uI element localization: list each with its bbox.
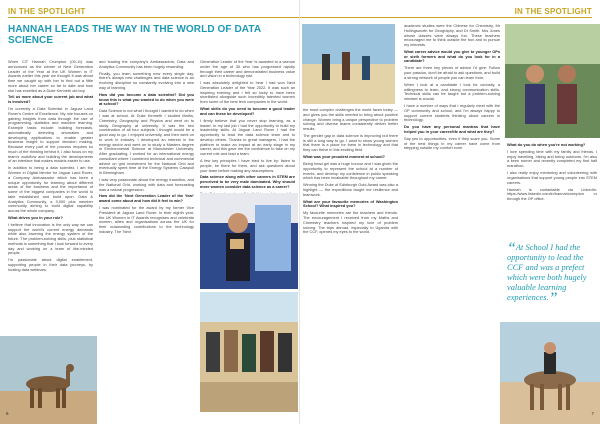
article-question: What was your proudest moment at school? bbox=[303, 154, 385, 160]
article-question: What do you do when you're not working? bbox=[507, 142, 586, 147]
article-question: Data science along with other careers in STEM are perceived to be very male dominated. Why should more women consider data science as a career? bbox=[200, 174, 295, 189]
page-number-right: 7 bbox=[591, 411, 594, 416]
article-paragraph: Winning the Duke of Edinburgh Gold Award was also a highlight — the expeditions taught me resilience and teamwork. bbox=[303, 182, 398, 197]
article-paragraph: Hannah is contactable via LinkedIn: https://www.linkedin.com/in/hannahcrompton or through the OP office. bbox=[507, 186, 597, 202]
section-header-right: IN THE SPOTLIGHT bbox=[514, 7, 592, 16]
article-question: Do you have any personal mantras that have helped you in your career/life and what are they? bbox=[404, 124, 500, 134]
article-paragraph: I'm currently a Data Scientist in Jaguar Land Rover's Centre of Excellence. My role focuses on gaining insights from data through the use of programming, statistics and machine learning. Example tasks include: building forecasts, automatically detecting anomalies and developing applications to enable greater business insight to support decision making. Because every part of the process requires so much of the thinking behind it, I also focus on my team's workflow and building the developments of an interface that makes models easier to use. bbox=[8, 106, 93, 164]
article-paragraph: Say yes to opportunities, even if they scare you. Some of the best things in my career have come from stepping outside my comfort zone. bbox=[404, 135, 500, 151]
photo-award-conference bbox=[200, 193, 298, 289]
right-page bbox=[300, 0, 600, 424]
page-number-left: 6 bbox=[6, 411, 9, 416]
photo-outdoor-group bbox=[200, 292, 298, 412]
column-3 bbox=[200, 60, 295, 190]
header-rule-left bbox=[8, 17, 300, 18]
pull-quote bbox=[507, 240, 597, 307]
article-paragraph: I believe that innovation is the only way we can support the world's current energy demands while also lowering the energy system of the future. The problem-solving skills, plus statistical methods is something that I look forward to every day and working on a team of like-minded people. bbox=[8, 221, 93, 256]
article-paragraph: Data Science is not what I thought I wanted to do when I was at school. At Duke Kenneth I studied Maths, Chemistry, Geography and Physics and went on to study Geography at university. It was the two combination of all four subjects I thought would be a good way to go. I enjoyed university, and then went on to work in industry. I developed an interest in the energy sector and went on to study a Masters degree in Environmental Science at Manchester University. After graduating, I worked for an international energy consultant where I combined technical and commercial advice on grid investment for the National Grid and eventually spent time at the Energy Systems Catapult in Birmingham. bbox=[99, 108, 194, 176]
article-paragraph: My favourite memories are the teachers and friends. The encouragement I received from my Maths and Chemistry teachers inspired my love of problem solving. The trips abroad, especially to Uganda with the CCF, opened my eyes to the world. bbox=[303, 210, 398, 235]
header-in-the: IN THE bbox=[8, 7, 36, 16]
article-paragraph: Generation Leader of the Year' is awarded to a woman under the age of 30 who has progressed rapidly through their career and demonstrated business value and vision in a technology role. bbox=[200, 59, 295, 79]
header-spotlight: SPOTLIGHT bbox=[37, 7, 86, 16]
header-rule-right bbox=[300, 17, 592, 18]
article-paragraph: I also really enjoy mentoring and volunteering with organisations that support young people into STEM careers. bbox=[507, 170, 597, 185]
article-paragraph: When CIT Hannah Crompton (09-11) was announced as the winner of Next Generation Leader of the Year at the UK Women in IT Awards earlier this year we thought it was about time we caught up with her to find out a little more about her career so far to date and how she has excelled as a Duke Kenneth old boy. bbox=[8, 59, 93, 93]
article-question: Tell us more about your current job and what is involved? bbox=[8, 94, 93, 105]
quote-mark-close-icon: ” bbox=[548, 290, 558, 307]
article-paragraph: Finally, you learn something new every single day, there's always new challenges and data science is an evolving discipline so constantly evolving into a new way of learning. bbox=[99, 70, 194, 90]
article-paragraph: academic studies were the Chinese for Chemistry, Mr Hollingsworth for Geography, and Dr Smith. Mrs Jones whose classes were always fun. These teachers encouraged me to think outside the box and to pursue my interests. bbox=[404, 23, 500, 47]
article-paragraph: I was very passionate about the energy transition, and the National Grid, working with data and forecasting was a natural progression. bbox=[99, 177, 194, 192]
article-paragraph: I love spending time with my family and friends. I enjoy travelling, hiking and being outdoors. I'm also a keen runner and recently completed my first half marathon. bbox=[507, 148, 597, 169]
photo-camel-ride bbox=[500, 322, 600, 424]
article-paragraph: I have a number of ways that I regularly meet with the OP community and school, and I'm always happy to support current students thinking about careers in technology. bbox=[404, 103, 500, 123]
article-question: What drives you in your role? bbox=[8, 215, 63, 220]
article-paragraph: and leading the company's Ambassadors, Data and Analytics Community has been hugely rewarding. bbox=[99, 59, 194, 69]
photo-beach bbox=[302, 24, 395, 104]
article-question: How did the 'Next Generation Leader of the Year' award come about and how did it feel to win? bbox=[99, 193, 194, 204]
article-paragraph: I firmly believe that you never stop learning, as a leader. In my last job I had the opportunity to build my leadership skills. At Jaguar Land Rover I had the opportunity to lead the data science team and to develop others. Thanks to great managers, I had the platform to make an impact at an early stage in my career, and this gave me the confidence to take on my current role and lead a team. bbox=[200, 117, 295, 157]
article-paragraph: I was nominated for the award by my former Vice President at Jaguar Land Rover. In their eighth year, the UK Women in IT Awards recognises and celebrate women, allies and organisations across the UK for their outstanding contributions to the technology industry. The 'Next bbox=[99, 205, 194, 234]
article-paragraph: The gender gap in data science is improving but there is still a long way to go. I want to show young women that there is a place for them in technology and that they can thrive in this exciting field. bbox=[303, 132, 398, 153]
column-4 bbox=[303, 108, 398, 408]
article-paragraph: In addition to being a data scientist, I am the Women in Digital Mentor for Jaguar Land Rover, a Company Ambassador which has been a unique opportunity for learning about different areas of the business and the importance of some of the biggest companies in the world to take established and build upon. Data & Analytics Community, a 3,000 plus member community aiming to build digital capability across the whole company. bbox=[8, 165, 93, 214]
article-headline: HANNAH LEADS THE WAY IN THE WORLD OF DATA SCIENCE bbox=[8, 24, 261, 46]
column-6 bbox=[507, 143, 597, 235]
article-paragraph: Being head girl was a huge honour and I was given the opportunity to represent the school at a number of events, and develop my confidence in public speaking which has been invaluable throughout my career. bbox=[303, 161, 398, 181]
column-5 bbox=[404, 24, 500, 408]
article-paragraph: When I look at a candidate I look for curiosity, a willingness to learn, and strong communication skills. Technical skills can be taught but a problem-solving mindset is crucial. bbox=[404, 81, 500, 102]
article-question: How did you become a data scientist? Did you know this is what you wanted to do when you were at school? bbox=[99, 91, 194, 107]
article-paragraph: A few key principles I have tried to live by: listen to people, be there for them, and ask questions about your team before making any assumptions. bbox=[200, 158, 295, 173]
article-paragraph: There are three key pieces of advice I'd give: Follow your passion, don't be afraid to ask questions, and build a strong network of people you can learn from. bbox=[404, 65, 500, 80]
article-paragraph: I'm passionate about digital enablement, supporting people in their data journeys, by hosting data webinars. bbox=[8, 257, 93, 272]
pull-quote-text: At School I had the opportunity to lead the CCF and was a prefect which were both hugely valuable learning experiences. bbox=[507, 243, 587, 302]
article-question: What skills do you need to become a good leader and can these be developed? bbox=[200, 106, 295, 116]
quote-mark-icon: “ bbox=[507, 240, 516, 257]
article-paragraph: I was absolutely delighted to hear I had won Next Generation Leader of the Year 2022. It was such an inspiring evening and I felt so lucky to have been shortlisted alongside such incredibly talented women from some of the best tech companies in the world. bbox=[200, 80, 295, 105]
photo-expedition-group bbox=[505, 24, 600, 138]
article-question: What are your favourite memories of Washington School? What inspired you? bbox=[303, 198, 398, 209]
photo-camel-desert bbox=[0, 336, 97, 424]
left-page bbox=[0, 0, 300, 424]
article-paragraph: the most complex challenges the world faces today — and gives you the skills needed to bring about positive change. Women bring a unique perspective to problem solving and diverse teams consistently deliver better results. bbox=[303, 107, 398, 131]
column-1 bbox=[8, 60, 93, 332]
column-2 bbox=[99, 60, 194, 396]
article-question: What career advice would you give to younger OPs or sixth formers and what do you look for in a candidate? bbox=[404, 48, 500, 64]
section-header-left bbox=[8, 7, 85, 16]
